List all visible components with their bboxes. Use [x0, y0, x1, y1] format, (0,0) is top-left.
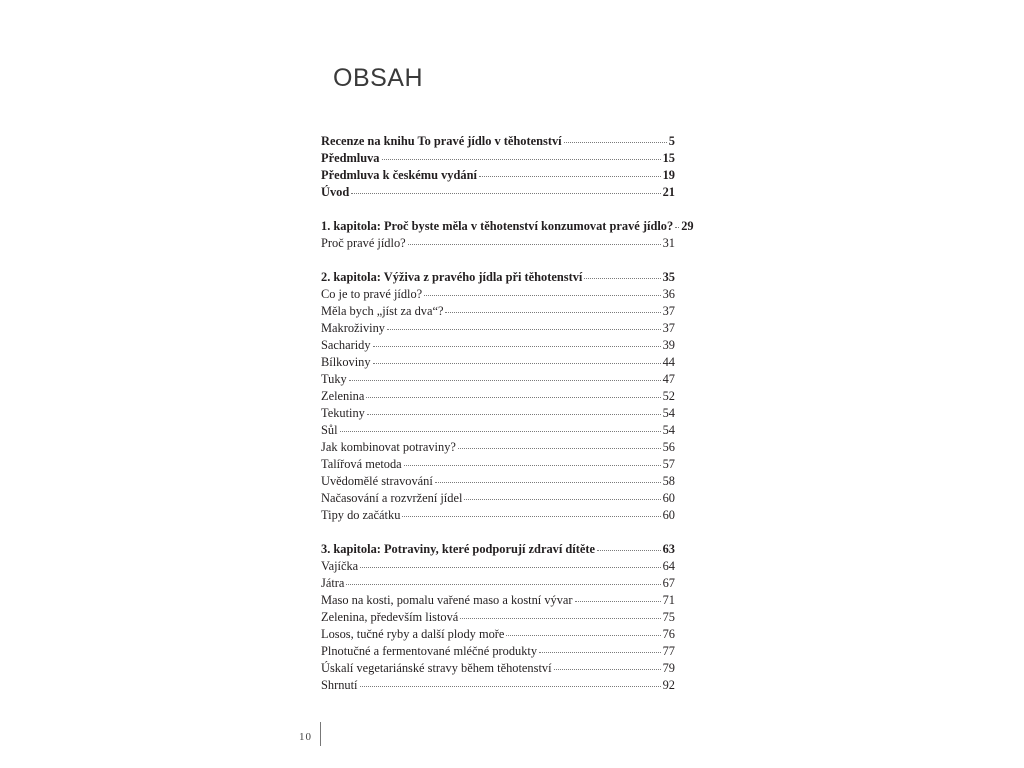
toc-dot-leader	[554, 668, 661, 670]
toc-entry-title: Proč pravé jídlo?	[321, 236, 406, 250]
toc-entry-title: Zelenina	[321, 389, 365, 403]
toc-chapter-entry	[321, 269, 675, 285]
toc-entry	[321, 677, 675, 693]
toc-entry	[321, 592, 675, 608]
toc-entry-page: 92	[662, 678, 675, 692]
toc-entry-title: 3. kapitola: Potraviny, které podporují zdraví dítěte	[321, 542, 595, 556]
toc-entry-title: Losos, tučné ryby a další plody moře	[321, 627, 505, 641]
toc-entry-title: Předmluva	[321, 151, 380, 165]
toc-section	[321, 541, 675, 693]
toc-entry-page: 60	[662, 491, 675, 505]
toc-entry-page: 64	[662, 559, 675, 573]
toc-entry	[321, 660, 675, 676]
toc-entry-title: Játra	[321, 576, 345, 590]
toc-entry-page: 77	[662, 644, 675, 658]
toc-chapter-entry	[321, 218, 694, 234]
toc-entry-title: Bílkoviny	[321, 355, 371, 369]
toc-dot-leader	[575, 600, 661, 602]
toc-dot-leader	[373, 345, 661, 347]
toc-dot-leader	[346, 583, 660, 585]
toc-dot-leader	[584, 277, 660, 279]
toc-section	[321, 269, 675, 523]
toc-entry	[321, 643, 675, 659]
toc-entry-page: 71	[662, 593, 675, 607]
toc-dot-leader	[597, 549, 661, 551]
toc-dot-leader	[506, 634, 660, 636]
toc-entry	[321, 320, 675, 336]
toc-entry-title: Co je to pravé jídlo?	[321, 287, 423, 301]
toc-entry-page: 29	[681, 219, 694, 233]
toc-entry-title: Sacharidy	[321, 338, 371, 352]
toc-entry	[321, 439, 675, 455]
toc-entry-page: 58	[662, 474, 675, 488]
toc-entry	[321, 558, 675, 574]
toc-entry-title: Měla bych „jíst za dva“?	[321, 304, 444, 318]
toc-dot-leader	[360, 566, 660, 568]
toc-entry	[321, 490, 675, 506]
toc-entry	[321, 303, 675, 319]
toc-entry-title: Plnotučné a fermentované mléčné produkty	[321, 644, 538, 658]
toc-entry-page: 75	[662, 610, 675, 624]
toc-dot-leader	[445, 311, 660, 313]
toc-dot-leader	[464, 498, 660, 500]
toc-entry-page: 39	[662, 338, 675, 352]
toc-chapter-entry	[321, 541, 675, 557]
toc-entry	[321, 609, 675, 625]
toc-entry-page: 47	[662, 372, 675, 386]
toc-entry	[321, 337, 675, 353]
toc-entry-page: 52	[662, 389, 675, 403]
toc-dot-leader	[458, 447, 661, 449]
toc-entry-page: 37	[662, 321, 675, 335]
toc-entry-title: Zelenina, především listová	[321, 610, 459, 624]
toc-dot-leader	[382, 158, 661, 160]
toc-entry-title: Tipy do začátku	[321, 508, 401, 522]
toc-entry	[321, 473, 675, 489]
toc-entry	[321, 235, 675, 251]
toc-entry	[321, 422, 675, 438]
toc-dot-leader	[340, 430, 661, 432]
toc-entry	[321, 371, 675, 387]
toc-entry	[321, 286, 675, 302]
toc-entry	[321, 626, 675, 642]
toc-entry-page: 54	[662, 423, 675, 437]
toc-dot-leader	[675, 226, 679, 228]
toc-entry-page: 67	[662, 576, 675, 590]
toc-entry	[321, 405, 675, 421]
toc-entry-page: 63	[662, 542, 675, 556]
toc-entry-title: 2. kapitola: Výživa z pravého jídla při těhotenství	[321, 270, 583, 284]
toc-dot-leader	[435, 481, 661, 483]
toc-entry-page: 79	[662, 661, 675, 675]
toc-entry-title: Úskalí vegetariánské stravy během těhotenství	[321, 661, 552, 675]
toc-entry-page: 44	[662, 355, 675, 369]
toc-entry	[321, 354, 675, 370]
toc-dot-leader	[360, 685, 661, 687]
toc-dot-leader	[366, 396, 660, 398]
toc-entry-title: Makroživiny	[321, 321, 386, 335]
toc-entry-page: 54	[662, 406, 675, 420]
toc-dot-leader	[460, 617, 660, 619]
toc-dot-leader	[367, 413, 661, 415]
toc-entry-page: 57	[662, 457, 675, 471]
toc-entry-page: 56	[662, 440, 675, 454]
toc-entry-page: 37	[662, 304, 675, 318]
toc-entry-title: Načasování a rozvržení jídel	[321, 491, 463, 505]
toc-chapter-entry	[321, 184, 675, 200]
toc-entry-page: 19	[662, 168, 675, 182]
toc-entry-page: 31	[662, 236, 675, 250]
toc-entry-page: 15	[662, 151, 675, 165]
toc-entry-page: 21	[662, 185, 675, 199]
page-number: 10	[299, 731, 312, 743]
toc-dot-leader	[564, 141, 667, 143]
toc-entry	[321, 507, 675, 523]
toc-dot-leader	[479, 175, 661, 177]
toc-entry-title: Vajíčka	[321, 559, 359, 573]
toc-entry-page: 35	[662, 270, 675, 284]
page-title: OBSAH	[333, 64, 424, 92]
toc-chapter-entry	[321, 133, 675, 149]
toc-entry	[321, 575, 675, 591]
toc-entry-title: Jak kombinovat potraviny?	[321, 440, 456, 454]
toc-section	[321, 218, 694, 251]
toc-dot-leader	[539, 651, 661, 653]
toc-entry-title: Maso na kosti, pomalu vařené maso a kostní vývar	[321, 593, 573, 607]
page-number-divider	[320, 722, 321, 746]
toc-dot-leader	[387, 328, 661, 330]
toc-entry-page: 76	[662, 627, 675, 641]
toc-entry-title: Talířová metoda	[321, 457, 402, 471]
toc-entry-page: 60	[662, 508, 675, 522]
toc-dot-leader	[349, 379, 661, 381]
toc-entry-title: Recenze na knihu To pravé jídlo v těhotenství	[321, 134, 562, 148]
toc-entry-title: Uvědomělé stravování	[321, 474, 433, 488]
toc-entry-title: Sůl	[321, 423, 338, 437]
toc-section	[321, 133, 675, 200]
toc-entry	[321, 456, 675, 472]
toc-entry-page: 36	[662, 287, 675, 301]
toc-entry-title: 1. kapitola: Proč byste měla v těhotenství konzumovat pravé jídlo?	[321, 219, 674, 233]
toc-dot-leader	[408, 243, 661, 245]
toc-entry-title: Shrnutí	[321, 678, 358, 692]
toc-dot-leader	[404, 464, 661, 466]
toc-entry-title: Tuky	[321, 372, 347, 386]
toc-entry-title: Úvod	[321, 185, 350, 199]
toc-dot-leader	[402, 515, 660, 517]
toc-entry	[321, 388, 675, 404]
toc-dot-leader	[373, 362, 661, 364]
toc-chapter-entry	[321, 150, 675, 166]
toc-entry-title: Předmluva k českému vydání	[321, 168, 477, 182]
toc-entry-title: Tekutiny	[321, 406, 365, 420]
table-of-contents	[321, 133, 694, 711]
toc-chapter-entry	[321, 167, 675, 183]
toc-dot-leader	[351, 192, 660, 194]
toc-dot-leader	[424, 294, 660, 296]
toc-entry-page: 5	[668, 134, 675, 148]
